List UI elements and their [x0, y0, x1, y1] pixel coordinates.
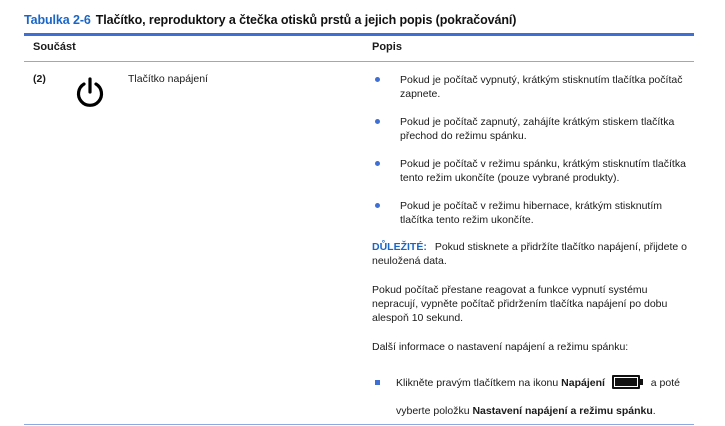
- step-line2-prefix: vyberte položku: [396, 405, 470, 417]
- power-icon: [73, 76, 107, 110]
- unresponsive-paragraph: Pokud počítač přestane reagovat a funkce vypnutí systému nepracují, vypněte počítač přidržením tlačítka napájení po dobu alespoň 10 sekund.: [372, 284, 668, 324]
- description-bullets: [372, 73, 694, 241]
- caption-label: Tabulka 2-6: [24, 13, 91, 27]
- row-number: (2): [33, 73, 46, 85]
- settings-step: [372, 376, 694, 418]
- bullet-item: Pokud je počítač v režimu hibernace, krátkým stisknutím tlačítka tento režim ukončíte.: [372, 199, 694, 227]
- column-header-description: Popis: [372, 41, 402, 53]
- step-mid: a poté: [650, 377, 680, 389]
- important-text: Pokud stisknete a přidržíte tlačítko napájení, přijdete o neuložená data.: [372, 241, 687, 267]
- step-suffix: .: [652, 405, 656, 417]
- caption-text: Tlačítko, reproduktory a čtečka otisků prstů a jejich popis (pokračování): [95, 13, 517, 27]
- battery-icon: [612, 375, 644, 389]
- table-caption: [24, 13, 516, 27]
- table-top-rule: [24, 33, 694, 36]
- table-bottom-rule: [24, 424, 694, 425]
- bullet-item: Pokud je počítač v režimu spánku, krátkým stisknutím tlačítka tento režim ukončíte (pouze vybrané produkty).: [372, 157, 694, 185]
- more-info-paragraph: Další informace o nastavení napájení a režimu spánku:: [372, 341, 629, 353]
- important-label: DŮLEŽITÉ:: [372, 241, 427, 253]
- step-prefix: Klikněte pravým tlačítkem na ikonu: [396, 377, 559, 389]
- header-rule: [24, 61, 694, 62]
- component-name: Tlačítko napájení: [128, 73, 208, 85]
- important-note: [372, 240, 694, 268]
- bullet-item: Pokud je počítač zapnutý, zahájíte krátkým stiskem tlačítka přechod do režimu spánku.: [372, 115, 694, 143]
- column-header-component: Součást: [33, 41, 76, 53]
- square-bullet: [375, 380, 380, 385]
- settings-label: Nastavení napájení a režimu spánku: [472, 405, 653, 417]
- step-line-2: [372, 404, 694, 418]
- bullet-item: Pokud je počítač vypnutý, krátkým stisknutím tlačítka počítač zapnete.: [372, 73, 694, 101]
- step-line-1: [372, 376, 694, 390]
- power-label: Napájení: [561, 377, 605, 389]
